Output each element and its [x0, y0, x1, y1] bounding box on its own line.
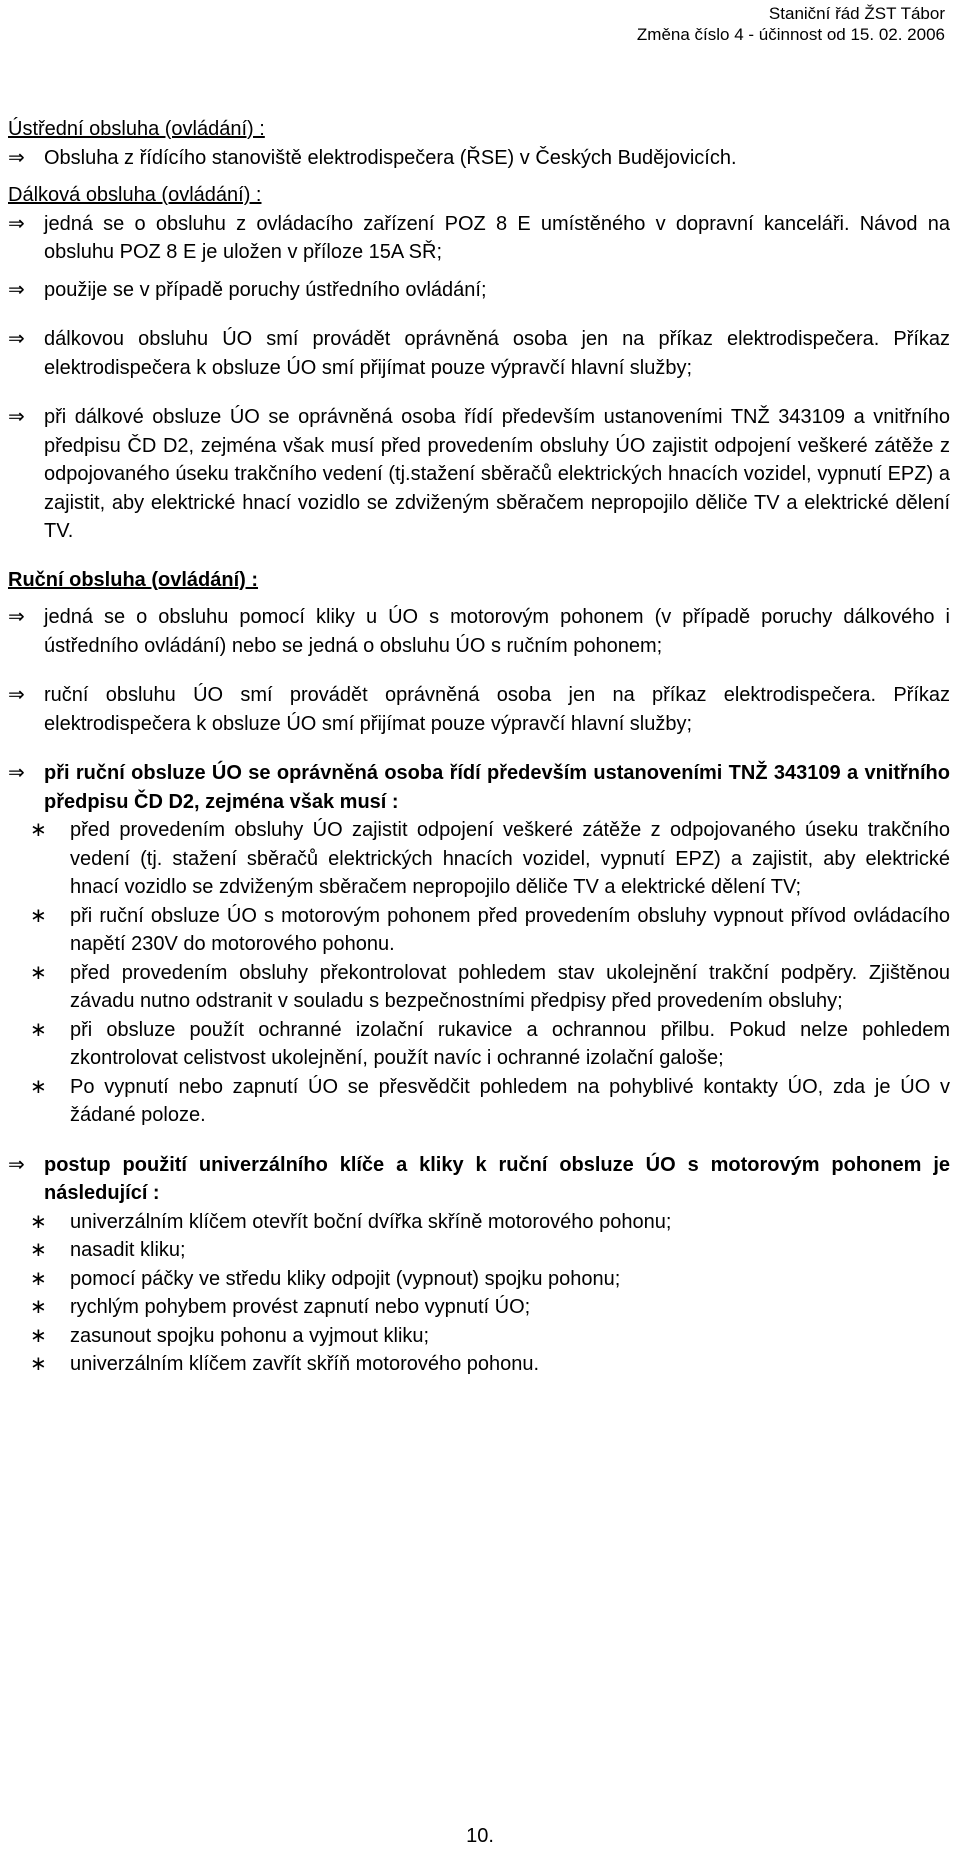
- sub-list-item-text: při ruční obsluze ÚO s motorovým pohonem před provedením obsluhy vypnout přívod ovládacího napětí 230V do motorového pohonu.: [70, 904, 950, 955]
- asterisk-icon: ∗: [30, 1324, 47, 1347]
- sub-list-item-text: před provedením obsluhy překontrolovat pohledem stav ukolejnění trakční podpěry. Zjištěnou závadu nutno odstranit v souladu s bezpečnostními předpisy před provedením obsluhy;: [70, 961, 950, 1012]
- list-item-text: ruční obsluhu ÚO smí provádět oprávněná osoba jen na příkaz elektrodispečera. Příkaz elektrodispečera k obsluze ÚO smí přijímat pouze výpravčí hlavní služby;: [44, 684, 950, 735]
- list-item: [8, 1151, 950, 1208]
- asterisk-icon: ∗: [30, 1296, 47, 1318]
- list-item-text: Obsluha z řídícího stanoviště elektrodispečera (ŘSE) v Českých Budějovicích.: [44, 146, 737, 169]
- sub-list-item-text: univerzálním klíčem otevřít boční dvířka skříně motorového pohonu;: [70, 1210, 672, 1233]
- sub-list-item-text: nasadit kliku;: [70, 1239, 186, 1261]
- list-item: [8, 325, 950, 382]
- sub-list-item: [8, 902, 950, 959]
- sub-list-item: [8, 1293, 950, 1322]
- asterisk-icon: ∗: [30, 1210, 47, 1233]
- arrow-icon: ⇒: [8, 606, 25, 628]
- sub-list-item-text: před provedením obsluhy ÚO zajistit odpojení veškeré zátěže z odpojovaného úseku trakčního vedení (tj. stažení sběračů elektrických hnacích vozidel, vypnutí EPZ) a zajistit, aby elektrické hnací vozidlo se zdviženým sběračem nepropojilo děliče TV a elektrické dělení TV;: [70, 819, 950, 898]
- list-item-text: při ruční obsluze ÚO se oprávněná osoba řídí především ustanoveními TNŽ 343109 a vnitřního předpisu ČD D2, zejména však musí :: [44, 762, 950, 813]
- section-heading-manual-control: Ruční obsluha (ovládání) :: [8, 568, 259, 591]
- asterisk-icon: ∗: [30, 1267, 47, 1290]
- sub-list-item: [8, 1073, 950, 1130]
- sub-list-item-text: rychlým pohybem provést zapnutí nebo vypnutí ÚO;: [70, 1296, 531, 1318]
- list-item-text: použije se v případě poruchy ústředního ovládání;: [44, 278, 487, 301]
- list-item-text: postup použití univerzálního klíče a kliky k ruční obsluze ÚO s motorovým pohonem je následující :: [44, 1153, 950, 1204]
- page-header: [637, 3, 945, 45]
- sub-list-item-text: při obsluze použít ochranné izolační rukavice a ochrannou přilbu. Pokud nelze pohledem zkontrolovat celistvost ukolejnění, použít navíc i ochranné izolační galoše;: [70, 1018, 950, 1069]
- header-title: Staniční řád ŽST Tábor: [768, 4, 945, 23]
- arrow-icon: ⇒: [8, 684, 25, 706]
- list-item: [8, 603, 950, 660]
- asterisk-icon: ∗: [30, 1075, 47, 1098]
- asterisk-icon: ∗: [30, 819, 47, 841]
- list-item: [8, 403, 950, 546]
- sub-list-item: [8, 1208, 950, 1237]
- header-revision: Změna číslo 4 - účinnost od 15. 02. 2006: [636, 25, 945, 44]
- asterisk-icon: ∗: [30, 1239, 47, 1261]
- arrow-icon: ⇒: [8, 1153, 25, 1176]
- asterisk-icon: ∗: [30, 1018, 47, 1041]
- sub-list-item-text: univerzálním klíčem zavřít skříň motorového pohonu.: [70, 1353, 540, 1375]
- sub-list-item-text: zasunout spojku pohonu a vyjmout kliku;: [70, 1324, 430, 1347]
- list-item-text: jedná se o obsluhu z ovládacího zařízení POZ 8 E umístěného v dopravní kanceláři. Návod na obsluhu POZ 8 E je uložen v příloze 15A SŘ;: [44, 212, 950, 263]
- sub-list-item: [8, 1265, 950, 1294]
- list-item: [8, 210, 950, 267]
- list-item: [8, 276, 950, 305]
- arrow-icon: ⇒: [8, 328, 25, 350]
- asterisk-icon: ∗: [30, 904, 47, 927]
- sub-list-item-text: pomocí páčky ve středu kliky odpojit (vypnout) spojku pohonu;: [70, 1267, 621, 1290]
- asterisk-icon: ∗: [30, 961, 47, 984]
- sub-list-item: [8, 1350, 950, 1379]
- sub-list-item: [8, 1322, 950, 1351]
- page-number: 10.: [466, 1825, 494, 1847]
- list-item: [8, 144, 950, 173]
- sub-list-item-text: Po vypnutí nebo zapnutí ÚO se přesvědčit pohledem na pohyblivé kontakty ÚO, zda je ÚO v žádané poloze.: [70, 1075, 950, 1126]
- document-body: [8, 115, 950, 1379]
- arrow-icon: ⇒: [8, 278, 25, 301]
- list-item-text: jedná se o obsluhu pomocí kliky u ÚO s motorovým pohonem (v případě poruchy dálkového i ústředního ovládání) nebo se jedná o obsluhu ÚO s ručním pohonem;: [44, 606, 950, 657]
- arrow-icon: ⇒: [8, 146, 25, 169]
- list-item: [8, 681, 950, 738]
- list-item-text: při dálkové obsluze ÚO se oprávněná osoba řídí především ustanoveními TNŽ 343109 a vnitřního předpisu ČD D2, zejména však musí před provedením obsluhy ÚO zajistit odpojení veškeré zátěže z odpojovaného úseku trakčního vedení (tj.stažení sběračů elektrických hnacích vozidel, vypnutí EPZ) a zajistit, aby elektrické hnací vozidlo se zdviženým sběračem nepropojilo děliče TV a elektrické dělení TV.: [44, 406, 950, 542]
- sub-list-item: [8, 816, 950, 902]
- arrow-icon: ⇒: [8, 406, 25, 428]
- sub-list-item: [8, 1016, 950, 1073]
- section-heading-central-control: Ústřední obsluha (ovládání) :: [8, 118, 265, 140]
- sub-list-item: [8, 959, 950, 1016]
- arrow-icon: ⇒: [8, 212, 25, 235]
- asterisk-icon: ∗: [30, 1353, 47, 1375]
- sub-list-item: [8, 1236, 950, 1265]
- section-heading-remote-control: Dálková obsluha (ovládání) :: [8, 184, 262, 206]
- list-item: [8, 759, 950, 816]
- list-item-text: dálkovou obsluhu ÚO smí provádět oprávněná osoba jen na příkaz elektrodispečera. Příkaz elektrodispečera k obsluze ÚO smí přijímat pouze výpravčí hlavní služby;: [44, 328, 950, 379]
- arrow-icon: ⇒: [8, 762, 25, 784]
